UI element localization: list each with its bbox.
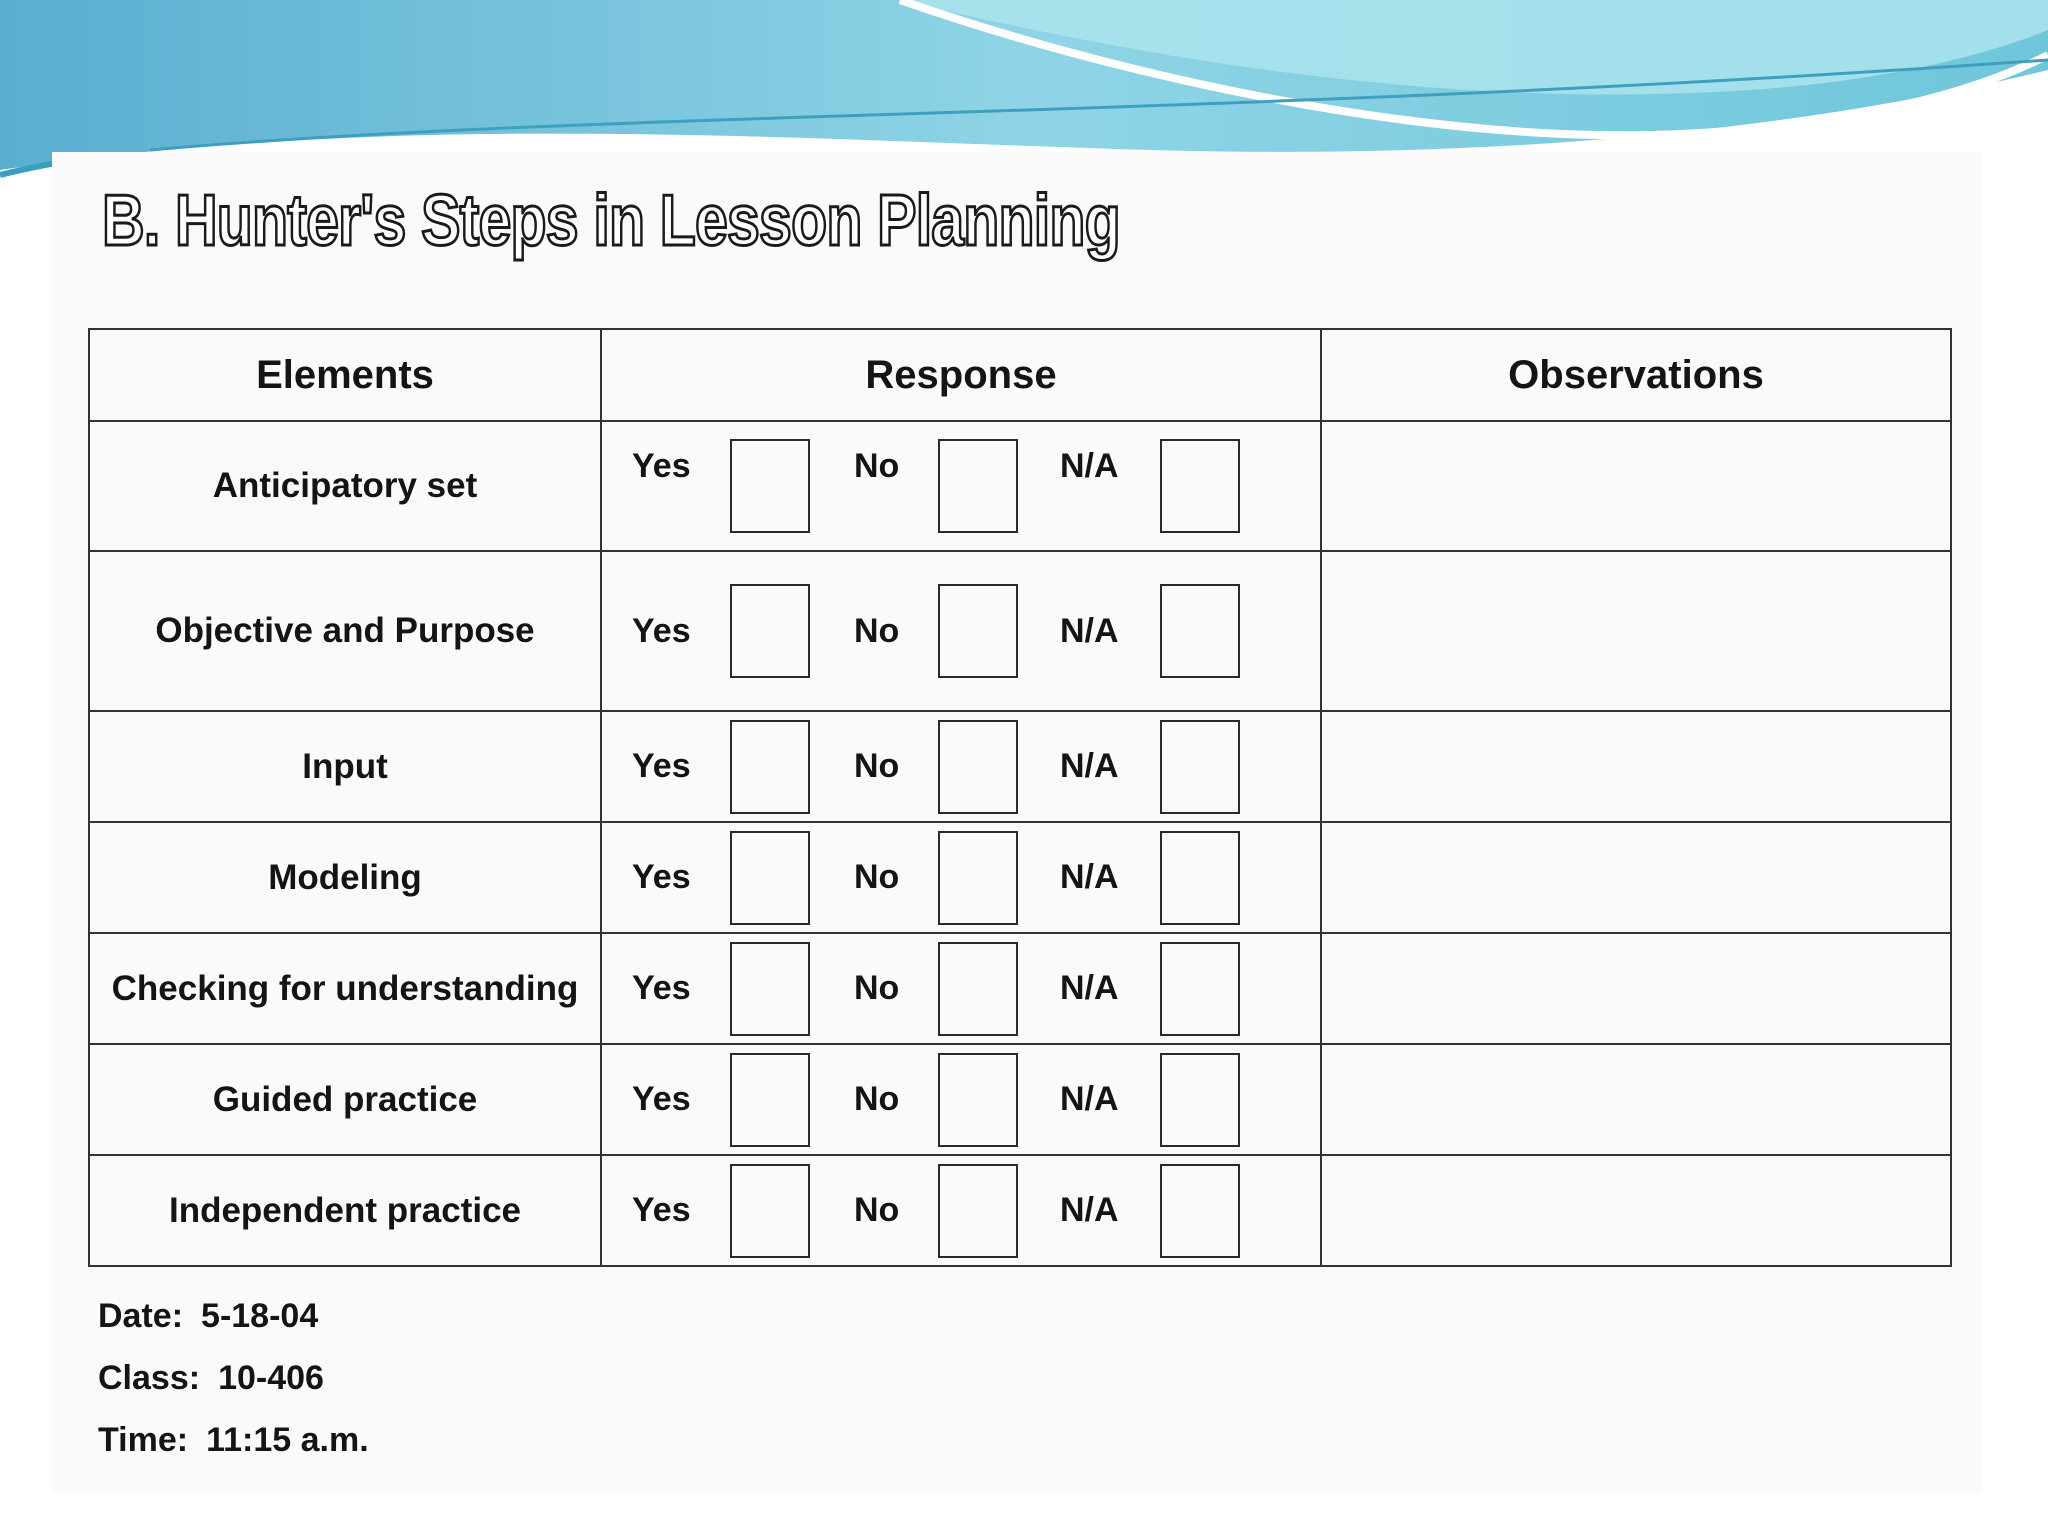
yes-label: Yes: [632, 858, 691, 896]
response-cell: [601, 822, 1321, 933]
observation-cell[interactable]: [1321, 1155, 1951, 1266]
yes-checkbox[interactable]: [730, 1164, 810, 1258]
element-label: Objective and Purpose: [89, 551, 601, 711]
element-label: Modeling: [89, 822, 601, 933]
na-label: N/A: [1060, 747, 1119, 785]
element-label: Checking for understanding: [89, 933, 601, 1044]
yes-label: Yes: [632, 747, 691, 785]
table-row: [89, 1044, 1951, 1155]
date-value: 5-18-04: [201, 1297, 319, 1335]
time-value: 11:15 a.m.: [206, 1421, 369, 1459]
na-checkbox[interactable]: [1160, 1053, 1240, 1147]
na-label: N/A: [1060, 858, 1119, 896]
table-row: [89, 421, 1951, 551]
class-line: [98, 1358, 369, 1420]
no-label: No: [854, 447, 900, 485]
response-cell: [601, 551, 1321, 711]
no-checkbox[interactable]: [938, 720, 1018, 814]
no-checkbox[interactable]: [938, 1053, 1018, 1147]
no-label: No: [854, 969, 900, 1007]
element-label: Guided practice: [89, 1044, 601, 1155]
table-row: [89, 711, 1951, 822]
yes-checkbox[interactable]: [730, 942, 810, 1036]
observation-cell[interactable]: [1321, 933, 1951, 1044]
yes-checkbox[interactable]: [730, 584, 810, 678]
observation-cell[interactable]: [1321, 421, 1951, 551]
yes-label: Yes: [632, 969, 691, 1007]
yes-label: Yes: [632, 1191, 691, 1229]
lesson-planning-table: [88, 328, 1952, 1267]
no-label: No: [854, 1191, 900, 1229]
na-checkbox[interactable]: [1160, 439, 1240, 533]
observation-cell[interactable]: [1321, 822, 1951, 933]
na-label: N/A: [1060, 447, 1119, 485]
no-checkbox[interactable]: [938, 584, 1018, 678]
no-checkbox[interactable]: [938, 942, 1018, 1036]
response-cell: [601, 1155, 1321, 1266]
table-row: [89, 822, 1951, 933]
form-title: B. Hunter's Steps in Lesson Planning: [102, 181, 1120, 261]
response-cell: [601, 421, 1321, 551]
na-label: N/A: [1060, 1191, 1119, 1229]
class-value: 10-406: [218, 1359, 324, 1397]
no-label: No: [854, 1080, 900, 1118]
no-label: No: [854, 611, 900, 650]
yes-checkbox[interactable]: [730, 720, 810, 814]
element-label: Anticipatory set: [89, 421, 601, 551]
no-checkbox[interactable]: [938, 1164, 1018, 1258]
date-line: [98, 1296, 369, 1358]
observation-cell[interactable]: [1321, 711, 1951, 822]
na-checkbox[interactable]: [1160, 720, 1240, 814]
yes-label: Yes: [632, 1080, 691, 1118]
no-label: No: [854, 858, 900, 896]
table-row: [89, 1155, 1951, 1266]
element-label: Independent practice: [89, 1155, 601, 1266]
class-label: Class:: [98, 1359, 201, 1397]
time-line: [98, 1420, 369, 1482]
yes-checkbox[interactable]: [730, 439, 810, 533]
observation-cell[interactable]: [1321, 551, 1951, 711]
na-label: N/A: [1060, 969, 1119, 1007]
header-response: Response: [601, 329, 1321, 421]
na-label: N/A: [1060, 611, 1119, 650]
date-label: Date:: [98, 1297, 184, 1335]
table-row: [89, 551, 1951, 711]
no-label: No: [854, 747, 900, 785]
na-checkbox[interactable]: [1160, 584, 1240, 678]
header-observations: Observations: [1321, 329, 1951, 421]
no-checkbox[interactable]: [938, 439, 1018, 533]
response-cell: [601, 933, 1321, 1044]
element-label: Input: [89, 711, 601, 822]
header-elements: Elements: [89, 329, 601, 421]
response-cell: [601, 1044, 1321, 1155]
na-checkbox[interactable]: [1160, 831, 1240, 925]
yes-checkbox[interactable]: [730, 1053, 810, 1147]
observation-cell[interactable]: [1321, 1044, 1951, 1155]
na-checkbox[interactable]: [1160, 942, 1240, 1036]
table-header-row: [89, 329, 1951, 421]
response-cell: [601, 711, 1321, 822]
yes-checkbox[interactable]: [730, 831, 810, 925]
form-footer: [98, 1296, 369, 1482]
table-row: [89, 933, 1951, 1044]
yes-label: Yes: [632, 611, 691, 650]
yes-label: Yes: [632, 447, 691, 485]
na-checkbox[interactable]: [1160, 1164, 1240, 1258]
na-label: N/A: [1060, 1080, 1119, 1118]
time-label: Time:: [98, 1421, 189, 1459]
no-checkbox[interactable]: [938, 831, 1018, 925]
